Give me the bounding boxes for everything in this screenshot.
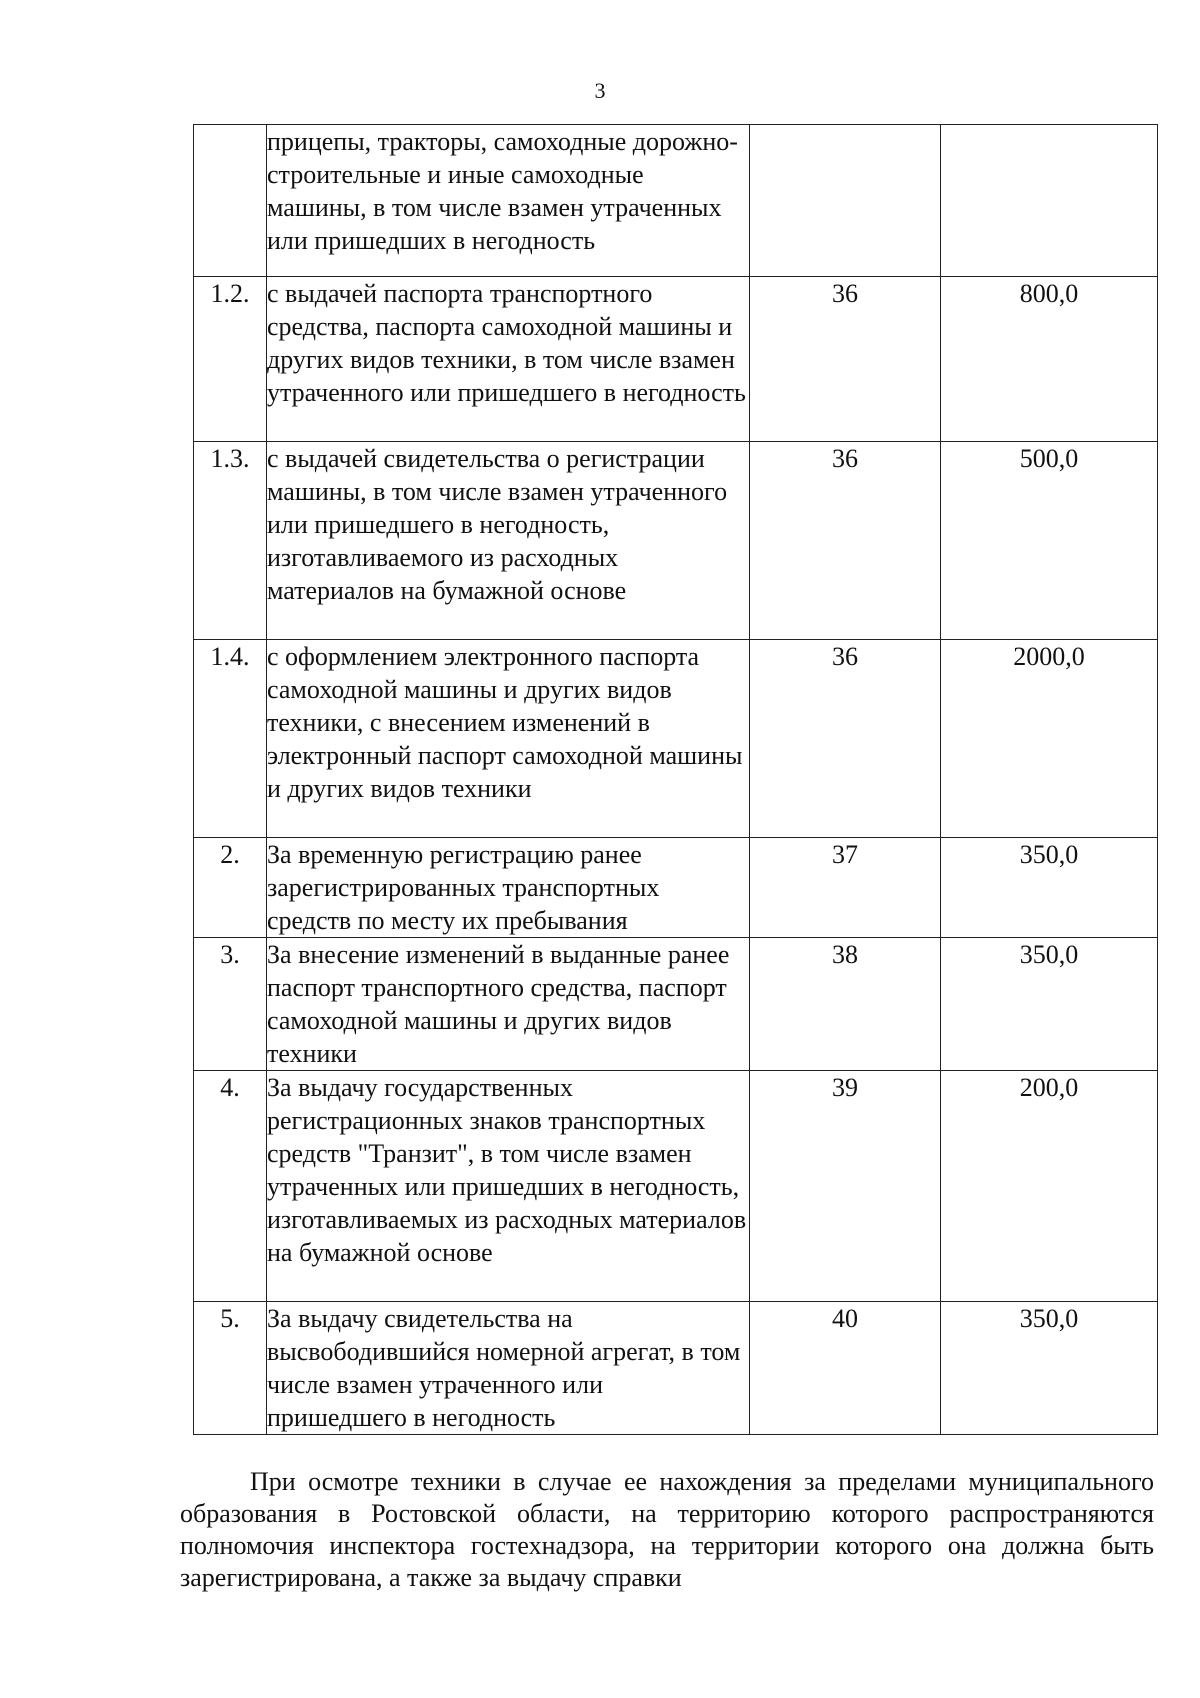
row-description: с оформлением электронного паспорта самоходной машины и других видов техники, с внесением изменений в электронный паспорт самоходной машины и других видов техники — [267, 640, 750, 838]
table-row — [194, 1302, 1158, 1435]
row-amount: 200,0 — [941, 1071, 1158, 1302]
row-description: За временную регистрацию ранее зарегистрированных транспортных средств по месту их пребывания — [267, 838, 750, 938]
row-article: 40 — [750, 1302, 941, 1435]
row-description: За внесение изменений в выданные ранее паспорт транспортного средства, паспорт самоходной машины и других видов техники — [267, 938, 750, 1071]
row-amount: 350,0 — [941, 838, 1158, 938]
row-article: 37 — [750, 838, 941, 938]
table-row — [194, 640, 1158, 838]
page-number: 3 — [594, 78, 606, 103]
row-number: 3. — [194, 938, 267, 1071]
row-amount: 2000,0 — [941, 640, 1158, 838]
row-amount: 800,0 — [941, 277, 1158, 442]
row-number: 4. — [194, 1071, 267, 1302]
table-row — [194, 938, 1158, 1071]
table-row — [194, 442, 1158, 640]
row-number — [194, 125, 267, 277]
row-number: 5. — [194, 1302, 267, 1435]
row-number: 2. — [194, 838, 267, 938]
fee-table — [193, 124, 1158, 1435]
row-amount: 350,0 — [941, 1302, 1158, 1435]
row-article — [750, 125, 941, 277]
row-article: 38 — [750, 938, 941, 1071]
table-row — [194, 125, 1158, 277]
row-article: 39 — [750, 1071, 941, 1302]
row-amount: 500,0 — [941, 442, 1158, 640]
row-article: 36 — [750, 277, 941, 442]
body-paragraph: При осмотре техники в случае ее нахождения за пределами муниципального образования в Ростовской области, на территорию которого распространяются полномочия инспектора гостехнадзора, на территории которого она должна быть зарегистрирована, а также за выдачу справки — [180, 1467, 1154, 1592]
table-row — [194, 1071, 1158, 1302]
row-description: прицепы, тракторы, самоходные дорожно-строительные и иные самоходные машины, в том числе взамен утраченных или пришедших в негодность — [267, 125, 750, 277]
table-row — [194, 838, 1158, 938]
row-description: За выдачу свидетельства на высвободившийся номерной агрегат, в том числе взамен утраченного или пришедшего в негодность — [267, 1302, 750, 1435]
table-row — [194, 277, 1158, 442]
row-article: 36 — [750, 640, 941, 838]
row-amount: 350,0 — [941, 938, 1158, 1071]
row-amount — [941, 125, 1158, 277]
row-number: 1.3. — [194, 442, 267, 640]
row-article: 36 — [750, 442, 941, 640]
row-number: 1.4. — [194, 640, 267, 838]
row-number: 1.2. — [194, 277, 267, 442]
row-description: с выдачей свидетельства о регистрации машины, в том числе взамен утраченного или пришедшего в негодность, изготавливаемого из расходных материалов на бумажной основе — [267, 442, 750, 640]
row-description: с выдачей паспорта транспортного средства, паспорта самоходной машины и других видов техники, в том числе взамен утраченного или пришедшего в негодность — [267, 277, 750, 442]
row-description: За выдачу государственных регистрационных знаков транспортных средств "Транзит", в том числе взамен утраченных или пришедших в негодность, изготавливаемых из расходных материалов на бумажной основе — [267, 1071, 750, 1302]
